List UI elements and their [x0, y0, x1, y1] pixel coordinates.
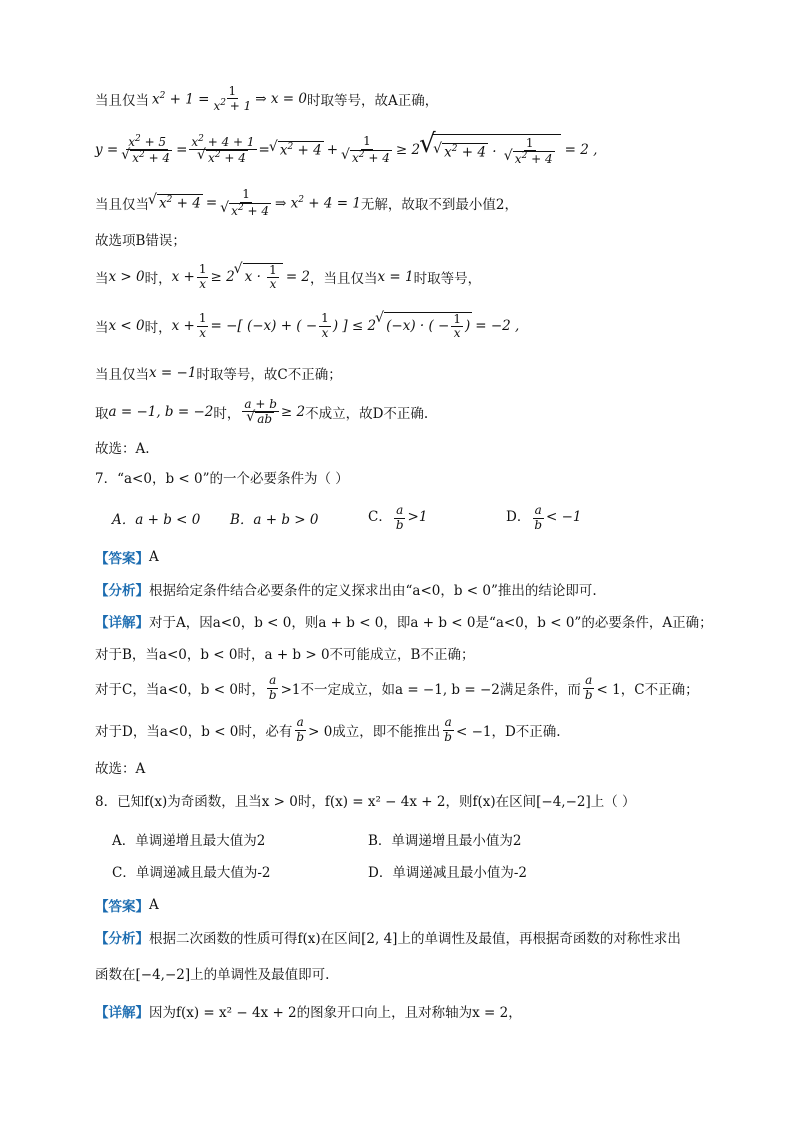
answer-line: 【答案】 A	[95, 897, 159, 915]
option-c[interactable]: C． $\frac{a}{b}$ >1	[368, 503, 428, 532]
option-b[interactable]: B．a + b > 0	[230, 512, 319, 528]
detail-line: 对于C，当a<0，b < 0时， $\frac{a}{b}$ >1不一定成立，如a = −1, b = −2满足条件，而 $\frac{a}{b}$ < 1，C不正确；	[95, 673, 699, 702]
text-line: 当且仅当 x = −1 时取等号，故C不正确；	[95, 365, 342, 383]
question-7-options	[112, 500, 734, 536]
formula-line: y = $x^2 + 5$ √ $x^2 + 4$ = $x^2 + 4 + 1$ √ $x^2 + 4$ = √ $x^2 + 4$ + 1 √ $x^2 + 4$ ≥ 2 √ √ $x^2 + 4$ · 1 √ $x^2 + 4$ = 2 ,	[95, 130, 734, 170]
answer-line: 【答案】 A	[95, 549, 159, 567]
analysis-line: 函数在[−4,−2]上的单调性及最值即可.	[95, 967, 330, 983]
text-line: 故选项B错误；	[95, 233, 186, 249]
question-8-stem: 8．已知f(x)为奇函数，且当x > 0时，f(x) = x² − 4x + 2，则f(x)在区间[−4,−2]上（ ）	[95, 794, 636, 810]
question-8-options-row2	[112, 860, 734, 882]
text-line: 取 a = −1, b = −2 时， a + b √ ab ≥ 2 不成立，故D不正确.	[95, 394, 734, 430]
detail-line: 对于B，当a<0，b < 0时，a + b > 0不可能成立，B不正确；	[95, 647, 475, 663]
option-c[interactable]: C．单调递减且最大值为-2	[112, 865, 271, 881]
analysis-line: 【分析】 根据给定条件结合必要条件的定义探求出由“a<0，b < 0”推出的结论即可.	[95, 578, 734, 600]
option-d[interactable]: D． $\frac{a}{b}$ < −1	[506, 503, 582, 532]
analysis-line: 【分析】 根据二次函数的性质可得f(x)在区间[2, 4]上的单调性及最值，再根据奇函数的对称性求出	[95, 926, 734, 948]
text-line: 当且仅当 √ $x^2 + 4$ = 1 √ $x^2 + 4$ ⇒ $x^2 + 4 = 1$ 无解，故取不到最小值2，	[95, 184, 734, 222]
text-line: 故选：A	[95, 761, 146, 777]
option-d[interactable]: D．单调递减且最小值为-2	[368, 865, 527, 881]
text-line: 故选：A.	[95, 441, 150, 457]
answer-tag: 【答案】	[95, 899, 149, 915]
detail-line: 【详解】 因为f(x) = x² − 4x + 2的图象开口向上，且对称轴为x = 2，	[95, 1000, 734, 1022]
detail-tag: 【详解】	[95, 615, 149, 631]
option-a[interactable]: A．单调递增且最大值为2	[112, 833, 266, 849]
detail-line: 【详解】 对于A，因a<0，b < 0，则a + b < 0，即a + b < 0是“a<0，b < 0”的必要条件，A正确；	[95, 610, 734, 632]
question-8-options-row1	[112, 828, 734, 850]
analysis-tag: 【分析】	[95, 931, 149, 947]
option-a[interactable]: A．a + b < 0	[112, 512, 201, 528]
option-b[interactable]: B．单调递增且最小值为2	[368, 833, 522, 849]
detail-line: 对于D，当a<0，b < 0时，必有 $\frac{a}{b}$ > 0成立，即不能推出 $\frac{a}{b}$ < −1，D不正确.	[95, 715, 561, 744]
analysis-tag: 【分析】	[95, 583, 149, 599]
text-line: 当 x > 0 时， x + $\frac{1}{x}$ ≥ 2 √ x · $\frac{1}{x}$ = 2 ，当且仅当 x = 1 时取等号，	[95, 258, 734, 296]
answer-tag: 【答案】	[95, 551, 149, 567]
detail-tag: 【详解】	[95, 1005, 149, 1021]
text-line: 当 x < 0 时， x + $\frac{1}{x}$ = −[ (−x) + ( − $\frac{1}{x}$ ) ] ≤ 2 √ (−x) · ( − $\frac{1}{x}$ ) = −2 ,	[95, 306, 734, 346]
text-line: 当且仅当 $x^2 + 1$ = $\frac{1}{x^2 + 1}$ ⇒ x = 0 时取等号，故A正确，	[95, 83, 439, 113]
question-7-stem: 7．“a<0，b < 0”的一个必要条件为（ ）	[95, 471, 349, 487]
